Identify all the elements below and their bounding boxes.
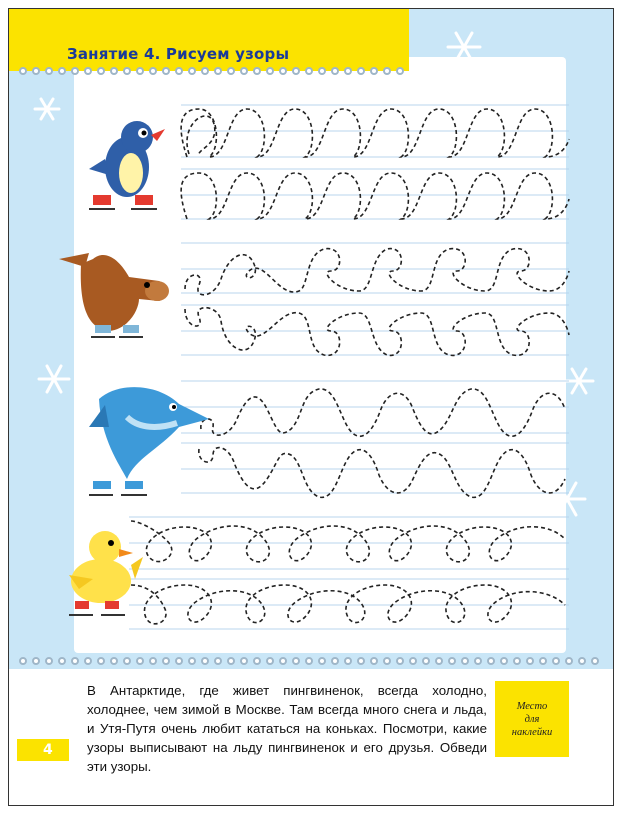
spiral-binding-bottom [19,657,604,669]
sticker-label-line3: наклейки [511,726,553,738]
sticker-label-line1: Место [516,700,548,712]
page-title: Занятие 4. Рисуем узоры [67,45,290,63]
workbook-page [8,8,614,806]
sticker-label-line2: для [524,713,540,725]
sticker-placeholder [495,681,569,757]
page-number: 4 [43,742,53,758]
page-number-tab [17,739,69,761]
animal-illustrations [9,9,613,669]
dolphin-icon [89,387,209,495]
duckling-icon [69,531,143,615]
penguin-icon [89,121,165,209]
instruction-text: В Антарктиде, где живет пингвиненок, всегда холодно, холоднее, чем зимой в Москве. Там всегда много снега и льда, и Утя-Путя очень любит кататься на коньках. Посмотри, какие узоры выписывают на льду пингвиненок и его друзья. Обведи эти узоры. [87,683,487,774]
sea-lion-icon [59,253,169,337]
